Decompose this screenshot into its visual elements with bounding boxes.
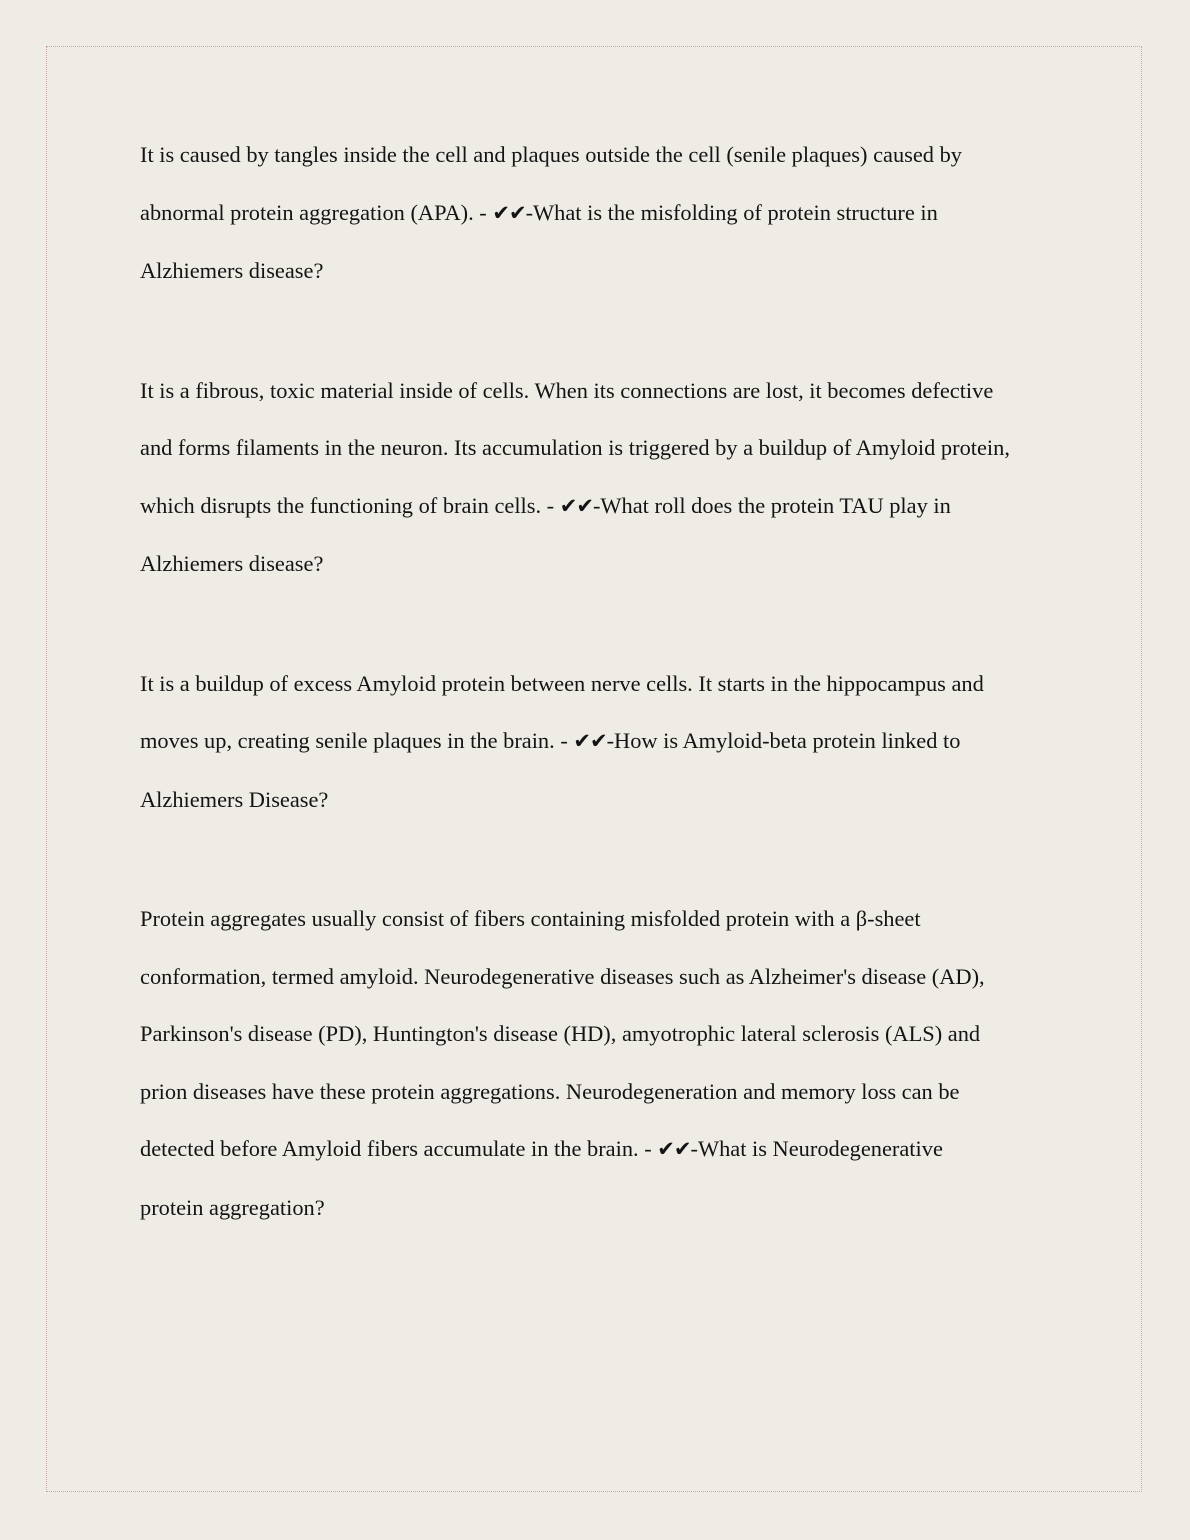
question-text: -What is Neurodegenerative: [690, 1136, 943, 1161]
answer-question-line: [140, 477, 1060, 536]
answer-line: Parkinson's disease (PD), Huntington's disease (HD), amyotrophic lateral sclerosis (ALS) and: [140, 1021, 981, 1046]
answer-line: detected before Amyloid fibers accumulate in the brain. -: [140, 1136, 658, 1161]
question-text: -What roll does the protein TAU play in: [592, 492, 951, 518]
double-check-icon: ✔✔: [559, 493, 593, 518]
qa-item: [140, 126, 1060, 300]
qa-item: [140, 890, 1060, 1236]
question-text: protein aggregation?: [140, 1194, 325, 1220]
question-text: Alzhiemers Disease?: [140, 786, 329, 812]
answer-question-line: [140, 184, 1060, 243]
answer-line: It is a fibrous, toxic material inside of cells. When its connections are lost, it becomes defective: [140, 377, 994, 403]
answer-line: abnormal protein aggregation (APA). -: [140, 199, 493, 225]
question-text: Alzhiemers disease?: [140, 551, 324, 576]
qa-item: [140, 655, 1060, 829]
qa-item: [140, 362, 1060, 593]
question-text: -What is the misfolding of protein structure in: [525, 199, 938, 225]
answer-line: moves up, creating senile plaques in the brain. -: [140, 728, 574, 753]
answer-line: conformation, termed amyloid. Neurodegenerative diseases such as Alzheimer's disease (AD),: [140, 963, 985, 989]
document-body: [140, 126, 1060, 1236]
question-text: Alzhiemers disease?: [140, 258, 324, 283]
answer-question-line: [140, 1120, 1060, 1179]
answer-line: It is a buildup of excess Amyloid protein between nerve cells. It starts in the hippocampus and: [140, 670, 984, 696]
answer-line: which disrupts the functioning of brain cells. -: [140, 492, 560, 518]
double-check-icon: ✔✔: [573, 729, 607, 753]
answer-line: Protein aggregates usually consist of fibers containing misfolded protein with a β-sheet: [140, 906, 921, 931]
answer-line: It is caused by tangles inside the cell and plaques outside the cell (senile plaques) caused by: [140, 142, 962, 167]
answer-line: prion diseases have these protein aggregations. Neurodegeneration and memory loss can be: [140, 1078, 960, 1104]
double-check-icon: ✔✔: [492, 200, 526, 225]
question-text: -How is Amyloid-beta protein linked to: [606, 728, 961, 753]
double-check-icon: ✔✔: [657, 1137, 691, 1161]
answer-question-line: [140, 712, 1060, 771]
answer-line: and forms filaments in the neuron. Its accumulation is triggered by a buildup of Amyloid protein,: [140, 435, 1010, 460]
